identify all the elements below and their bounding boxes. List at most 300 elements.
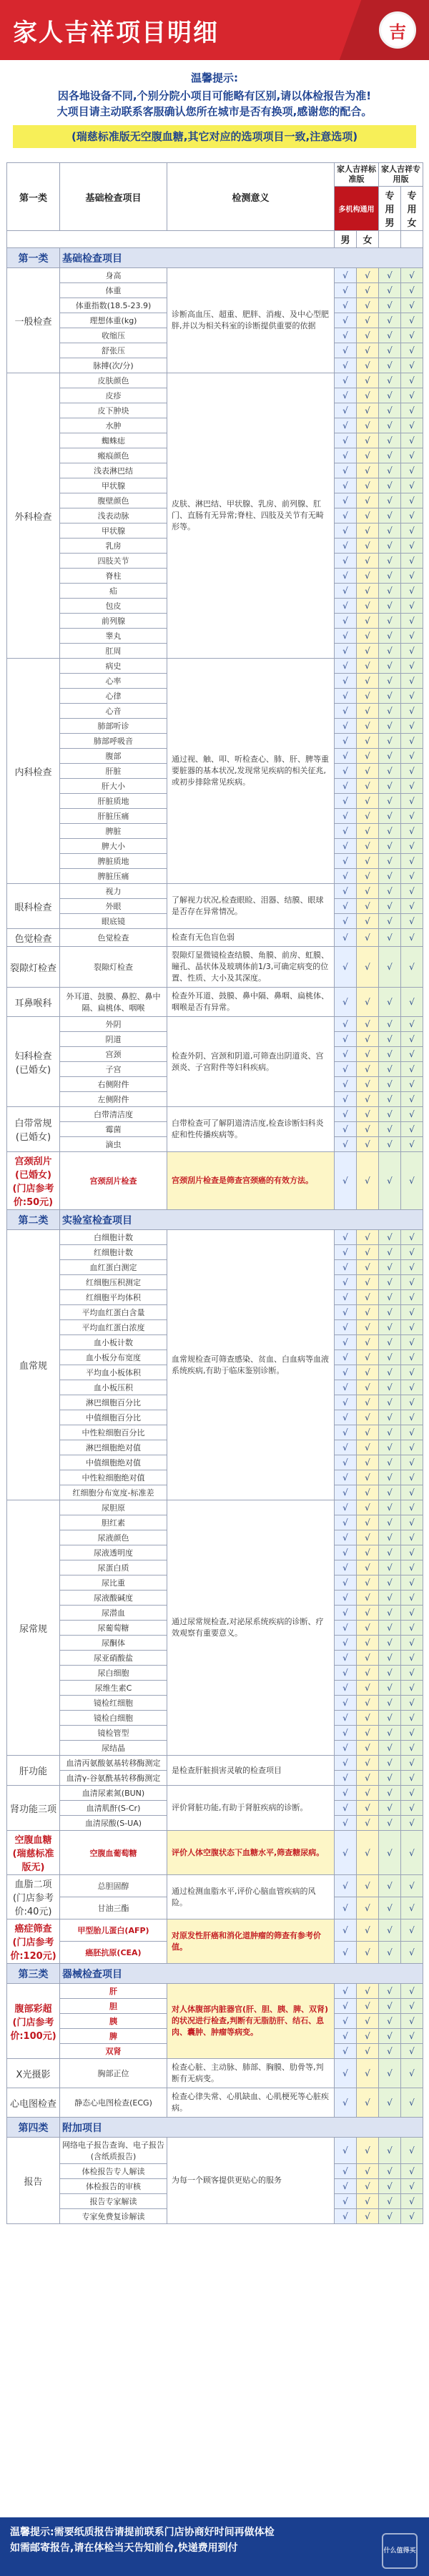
check-cell: √ [357, 1897, 379, 1919]
check-cell: √ [335, 2014, 357, 2029]
check-cell: √ [357, 1152, 379, 1210]
check-cell: √ [401, 1335, 423, 1350]
check-cell: √ [379, 2088, 401, 2118]
check-cell: √ [379, 478, 401, 493]
section-label: 第一类 [7, 248, 60, 268]
check-cell: √ [335, 1666, 357, 1681]
check-cell: √ [357, 614, 379, 629]
check-cell: √ [379, 929, 401, 947]
notice-band: (瑞慈标准版无空腹血糖,其它对应的选项项目一致,注意选项) [13, 125, 416, 148]
item-cell: 胰 [60, 2014, 167, 2029]
item-cell: 尿蛋白质 [60, 1560, 167, 1575]
check-cell: √ [379, 1425, 401, 1440]
check-cell: √ [379, 1786, 401, 1801]
check-cell: √ [379, 433, 401, 448]
check-cell: √ [335, 283, 357, 298]
item-cell: 尿比重 [60, 1575, 167, 1591]
header-pkg-special: 家人吉祥专用版 [379, 163, 423, 187]
check-cell: √ [379, 493, 401, 508]
check-cell: √ [401, 1897, 423, 1919]
check-cell: √ [357, 1681, 379, 1696]
meaning-cell: 皮肤、淋巴结、甲状腺、乳房、前列腺、肛门、直肠有无异常;脊柱、四肢及关节有无畸形等。 [167, 373, 335, 659]
item-cell: 脾 [60, 2029, 167, 2044]
check-cell: √ [401, 388, 423, 403]
check-cell: √ [379, 358, 401, 373]
category-cell: 内科检查 [7, 659, 60, 884]
item-cell: 尿结晶 [60, 1741, 167, 1756]
header-special-male: 专用男 [379, 187, 401, 231]
check-cell: √ [379, 523, 401, 539]
check-cell: √ [401, 1062, 423, 1077]
meaning-cell: 了解视力状况,检查眼睑、泪器、结膜、眼球是否存在异常情况。 [167, 884, 335, 929]
check-cell: √ [401, 1425, 423, 1440]
check-cell: √ [357, 1530, 379, 1545]
table-row [7, 884, 423, 899]
check-cell: √ [357, 1137, 379, 1152]
category-cell: 空腹血糖(瑞慈标准版无) [7, 1831, 60, 1875]
check-cell: √ [379, 869, 401, 884]
item-cell: 体检报告的审核 [60, 2179, 167, 2194]
check-cell: √ [379, 1410, 401, 1425]
item-cell: 胆红素 [60, 1515, 167, 1530]
check-cell: √ [379, 1245, 401, 1260]
check-cell: √ [357, 1062, 379, 1077]
check-cell: √ [335, 1485, 357, 1500]
check-cell: √ [379, 2194, 401, 2209]
check-cell: √ [379, 569, 401, 584]
item-cell: 浅表淋巴结 [60, 463, 167, 478]
category-cell: 肾功能三项 [7, 1786, 60, 1831]
check-cell: √ [357, 689, 379, 704]
check-cell: √ [357, 629, 379, 644]
check-cell: √ [357, 478, 379, 493]
check-cell: √ [401, 599, 423, 614]
check-cell: √ [335, 1032, 357, 1047]
page-title: 家人吉祥项目明细 [13, 19, 219, 47]
check-cell: √ [357, 1107, 379, 1122]
check-cell: √ [357, 884, 379, 899]
check-cell: √ [379, 1365, 401, 1380]
item-cell: 尿白细胞 [60, 1666, 167, 1681]
check-cell: √ [379, 734, 401, 749]
check-cell: √ [335, 403, 357, 418]
check-cell: √ [401, 1092, 423, 1107]
table-header-row [7, 163, 423, 187]
check-cell: √ [357, 1636, 379, 1651]
check-cell: √ [357, 1470, 379, 1485]
check-cell: √ [379, 1651, 401, 1666]
check-cell: √ [379, 614, 401, 629]
check-cell: √ [379, 463, 401, 478]
check-cell: √ [401, 2194, 423, 2209]
check-cell: √ [401, 1942, 423, 1964]
check-cell: √ [335, 1092, 357, 1107]
check-cell: √ [335, 2088, 357, 2118]
check-cell: √ [357, 1771, 379, 1786]
check-cell: √ [379, 1711, 401, 1726]
check-cell: √ [357, 2164, 379, 2179]
check-cell: √ [401, 478, 423, 493]
table-row [7, 988, 423, 1017]
check-cell: √ [335, 298, 357, 313]
item-cell: 腹部 [60, 749, 167, 764]
check-cell: √ [379, 599, 401, 614]
check-cell: √ [335, 1350, 357, 1365]
check-cell: √ [379, 1260, 401, 1275]
section-title: 附加项目 [60, 2118, 423, 2138]
item-cell: 肺部听诊 [60, 719, 167, 734]
check-cell: √ [379, 1017, 401, 1032]
check-cell: √ [401, 403, 423, 418]
check-cell: √ [335, 988, 357, 1017]
section-row [7, 1210, 423, 1230]
check-cell: √ [335, 1425, 357, 1440]
check-cell: √ [401, 1621, 423, 1636]
item-cell: 睾丸 [60, 629, 167, 644]
check-cell: √ [401, 328, 423, 343]
header-spacer [7, 231, 335, 248]
check-cell: √ [401, 554, 423, 569]
item-cell: 红细胞分布宽度-标准差 [60, 1485, 167, 1500]
table-row [7, 1152, 423, 1210]
check-cell: √ [335, 1365, 357, 1380]
check-cell: √ [357, 749, 379, 764]
check-cell: √ [335, 1440, 357, 1455]
check-cell: √ [379, 268, 401, 283]
check-cell: √ [401, 1032, 423, 1047]
meaning-cell: 为每一个顾客提供更贴心的服务 [167, 2138, 335, 2224]
check-cell: √ [335, 1305, 357, 1320]
check-cell: √ [401, 2164, 423, 2179]
check-cell: √ [379, 539, 401, 554]
check-cell: √ [357, 1380, 379, 1395]
header-sub-multi: 多机构通用 [335, 187, 379, 231]
item-cell: 霉菌 [60, 1122, 167, 1137]
check-cell: √ [401, 433, 423, 448]
check-cell: √ [401, 1305, 423, 1320]
item-cell: 专家免费复诊解读 [60, 2209, 167, 2224]
check-cell: √ [379, 1137, 401, 1152]
check-cell: √ [357, 929, 379, 947]
check-cell: √ [357, 1726, 379, 1741]
check-cell: √ [357, 1831, 379, 1875]
check-cell: √ [379, 1047, 401, 1062]
check-cell: √ [401, 734, 423, 749]
table-row [7, 373, 423, 388]
check-cell: √ [401, 1290, 423, 1305]
notice-line-2: 大项目请主动联系客服确认您所在城市是否有换项,感谢您的配合。 [56, 105, 373, 118]
check-cell: √ [379, 1275, 401, 1290]
footer-line-1: 温馨提示:需要纸质报告请提前联系门店协商好时间再做体检 [10, 2527, 275, 2538]
check-cell: √ [335, 794, 357, 809]
item-cell: 总胆固醇 [60, 1875, 167, 1897]
check-cell: √ [357, 2059, 379, 2088]
watermark-text: 什么值得买 [383, 2547, 416, 2555]
table-row [7, 1107, 423, 1122]
check-cell: √ [335, 569, 357, 584]
check-cell: √ [379, 1152, 401, 1210]
check-cell: √ [357, 1092, 379, 1107]
item-cell: 尿液透明度 [60, 1545, 167, 1560]
meaning-cell: 对人体腹部内脏器官(肝、胆、胰、脾、双肾)的状况进行检查,判断有无脂肪肝、结石、息肉、囊肿、肿瘤等病变。 [167, 1984, 335, 2059]
check-cell: √ [335, 809, 357, 824]
check-cell: √ [357, 1230, 379, 1245]
table-row [7, 1756, 423, 1771]
check-cell: √ [357, 1245, 379, 1260]
check-cell: √ [379, 1666, 401, 1681]
check-cell: √ [335, 689, 357, 704]
check-cell: √ [357, 343, 379, 358]
check-cell: √ [335, 1999, 357, 2014]
item-cell: 左侧附件 [60, 1092, 167, 1107]
check-cell: √ [379, 1470, 401, 1485]
item-cell: 浅表动脉 [60, 508, 167, 523]
check-cell: √ [357, 1017, 379, 1032]
item-cell: 色觉检查 [60, 929, 167, 947]
check-cell: √ [335, 1107, 357, 1122]
check-cell: √ [379, 689, 401, 704]
check-cell: √ [335, 1260, 357, 1275]
header [0, 0, 429, 60]
check-cell: √ [401, 1771, 423, 1786]
check-cell: √ [379, 1305, 401, 1320]
item-cell: 心率 [60, 674, 167, 689]
check-cell: √ [357, 914, 379, 929]
check-cell: √ [335, 539, 357, 554]
check-cell: √ [335, 1320, 357, 1335]
check-cell: √ [379, 2029, 401, 2044]
header-col-item: 基础检查项目 [60, 163, 167, 231]
category-cell: 妇科检查(已婚女) [7, 1017, 60, 1107]
item-cell: 甲型胎儿蛋白(AFP) [60, 1919, 167, 1942]
check-cell: √ [401, 298, 423, 313]
check-cell: √ [335, 1919, 357, 1942]
check-cell: √ [401, 1560, 423, 1575]
check-cell: √ [401, 1320, 423, 1335]
check-cell: √ [357, 779, 379, 794]
item-cell: 眼底镜 [60, 914, 167, 929]
check-cell: √ [335, 824, 357, 839]
item-cell: 心音 [60, 704, 167, 719]
check-cell: √ [379, 1681, 401, 1696]
check-cell: √ [379, 373, 401, 388]
check-cell: √ [357, 1032, 379, 1047]
check-cell: √ [335, 1711, 357, 1726]
item-cell: 网络电子报告查询、电子报告(含纸质报告) [60, 2138, 167, 2164]
check-cell: √ [401, 1651, 423, 1666]
check-cell: √ [335, 313, 357, 328]
check-cell: √ [379, 1515, 401, 1530]
notice [0, 60, 429, 154]
check-cell: √ [379, 1636, 401, 1651]
check-cell: √ [357, 1077, 379, 1092]
item-cell: 宫颈刮片检查 [60, 1152, 167, 1210]
check-cell: √ [357, 493, 379, 508]
meaning-cell: 评价人体空腹状态下血糖水平,筛查糖尿病。 [167, 1831, 335, 1875]
check-cell: √ [357, 1560, 379, 1575]
item-cell: 红细胞计数 [60, 1245, 167, 1260]
check-cell: √ [401, 809, 423, 824]
category-cell: 癌症筛查(门店参考价:120元) [7, 1919, 60, 1964]
item-cell: 外眼 [60, 899, 167, 914]
meaning-cell: 通过检测血脂水平,评价心脑血管疾病的风险。 [167, 1875, 335, 1919]
check-cell: √ [335, 2044, 357, 2059]
check-cell: √ [335, 418, 357, 433]
check-cell: √ [379, 1485, 401, 1500]
check-cell: √ [401, 1380, 423, 1395]
check-cell: √ [357, 373, 379, 388]
item-cell: 皮肤颜色 [60, 373, 167, 388]
check-cell: √ [401, 1107, 423, 1122]
check-cell: √ [401, 947, 423, 988]
check-cell: √ [335, 599, 357, 614]
item-cell: 空腹血葡萄糖 [60, 1831, 167, 1875]
item-cell: 红细胞平均体积 [60, 1290, 167, 1305]
check-cell: √ [379, 644, 401, 659]
check-cell: √ [357, 539, 379, 554]
check-cell: √ [335, 1152, 357, 1210]
item-cell: 血清尿素氮(BUN) [60, 1786, 167, 1801]
check-cell: √ [335, 343, 357, 358]
check-cell: √ [335, 1545, 357, 1560]
check-cell: √ [335, 1984, 357, 1999]
item-cell: 中值细胞百分比 [60, 1410, 167, 1425]
check-cell: √ [401, 1831, 423, 1875]
check-cell: √ [401, 1875, 423, 1897]
table-gender-row [7, 231, 423, 248]
category-cell: X光摄影 [7, 2059, 60, 2088]
check-cell: √ [401, 719, 423, 734]
check-cell: √ [379, 1919, 401, 1942]
check-cell: √ [379, 1335, 401, 1350]
meaning-cell: 检查心律失常、心肌缺血、心肌梗死等心脏疾病。 [167, 2088, 335, 2118]
meaning-cell: 通过尿常规检查,对泌尿系统疾病的诊断、疗效观察有重要意义。 [167, 1500, 335, 1756]
item-cell: 双肾 [60, 2044, 167, 2059]
check-cell: √ [357, 328, 379, 343]
header-col-category: 第一类 [7, 163, 60, 231]
check-cell: √ [335, 1290, 357, 1305]
check-cell: √ [335, 1897, 357, 1919]
check-cell: √ [379, 283, 401, 298]
check-cell: √ [401, 764, 423, 779]
item-cell: 甲状腺 [60, 478, 167, 493]
watermark [382, 2533, 418, 2569]
check-cell: √ [335, 493, 357, 508]
check-cell: √ [335, 373, 357, 388]
check-cell: √ [335, 1335, 357, 1350]
meaning-cell: 诊断高血压、超重、肥胖、消瘦、及中心型肥胖,并以为相关科室的诊断提供重要的依据 [167, 268, 335, 373]
category-cell: 血常规 [7, 1230, 60, 1500]
header-col-meaning: 检测意义 [167, 163, 335, 231]
check-cell: √ [379, 674, 401, 689]
check-cell: √ [335, 1942, 357, 1964]
section-title: 基础检查项目 [60, 248, 423, 268]
check-cell: √ [379, 629, 401, 644]
item-cell: 尿维生素C [60, 1681, 167, 1696]
check-cell: √ [401, 1230, 423, 1245]
check-cell: √ [335, 884, 357, 899]
item-cell: 镜检红细胞 [60, 1696, 167, 1711]
item-cell: 前列腺 [60, 614, 167, 629]
item-cell: 中值细胞绝对值 [60, 1455, 167, 1470]
check-cell: √ [379, 1440, 401, 1455]
item-table [6, 162, 423, 2224]
check-cell: √ [335, 584, 357, 599]
check-cell: √ [379, 2209, 401, 2224]
item-cell: 报告专家解读 [60, 2194, 167, 2209]
item-cell: 血清γ-谷氨酰基转移酶测定 [60, 1771, 167, 1786]
check-cell: √ [357, 283, 379, 298]
check-cell: √ [335, 1726, 357, 1741]
check-cell: √ [401, 2209, 423, 2224]
check-cell: √ [335, 554, 357, 569]
check-cell: √ [401, 779, 423, 794]
check-cell: √ [357, 1816, 379, 1831]
check-cell: √ [335, 1741, 357, 1756]
check-cell: √ [357, 1365, 379, 1380]
section-row [7, 248, 423, 268]
check-cell: √ [379, 794, 401, 809]
item-cell: 阴道 [60, 1032, 167, 1047]
category-cell: 腹部彩超(门店参考价:100元) [7, 1984, 60, 2059]
brand-logo-icon: 吉 [379, 11, 416, 49]
category-cell: 尿常规 [7, 1500, 60, 1756]
check-cell: √ [357, 313, 379, 328]
check-cell: √ [379, 508, 401, 523]
meaning-cell: 检查心脏、主动脉、肺部、胸膜、肋骨等,判断有无病变。 [167, 2059, 335, 2088]
category-cell: 裂隙灯检查 [7, 947, 60, 988]
check-cell: √ [357, 1122, 379, 1137]
table-row [7, 1017, 423, 1032]
check-cell: √ [357, 2014, 379, 2029]
section-label: 第二类 [7, 1210, 60, 1230]
check-cell: √ [335, 1756, 357, 1771]
section-title: 实验室检查项目 [60, 1210, 423, 1230]
check-cell: √ [401, 914, 423, 929]
item-cell: 子宫 [60, 1062, 167, 1077]
check-cell: √ [379, 1875, 401, 1897]
check-cell: √ [401, 373, 423, 388]
check-cell: √ [401, 1365, 423, 1380]
table-row [7, 659, 423, 674]
check-cell: √ [335, 764, 357, 779]
table-row [7, 2138, 423, 2164]
check-cell: √ [335, 734, 357, 749]
check-cell: √ [401, 358, 423, 373]
check-cell: √ [379, 947, 401, 988]
check-cell: √ [357, 523, 379, 539]
table-row [7, 1831, 423, 1875]
check-cell: √ [379, 2164, 401, 2179]
check-cell: √ [379, 2014, 401, 2029]
item-cell: 尿液酸碱度 [60, 1591, 167, 1606]
check-cell: √ [335, 478, 357, 493]
check-cell: √ [357, 1666, 379, 1681]
check-cell: √ [379, 704, 401, 719]
check-cell: √ [357, 764, 379, 779]
check-cell: √ [379, 1092, 401, 1107]
check-cell: √ [357, 794, 379, 809]
check-cell: √ [379, 1560, 401, 1575]
section-label: 第三类 [7, 1964, 60, 1984]
check-cell: √ [401, 1756, 423, 1771]
item-cell: 肝 [60, 1984, 167, 1999]
meaning-cell: 是检查肝脏损害灵敏的检查项目 [167, 1756, 335, 1786]
check-cell: √ [335, 629, 357, 644]
item-cell: 肺部呼吸音 [60, 734, 167, 749]
check-cell: √ [335, 929, 357, 947]
check-cell: √ [335, 508, 357, 523]
